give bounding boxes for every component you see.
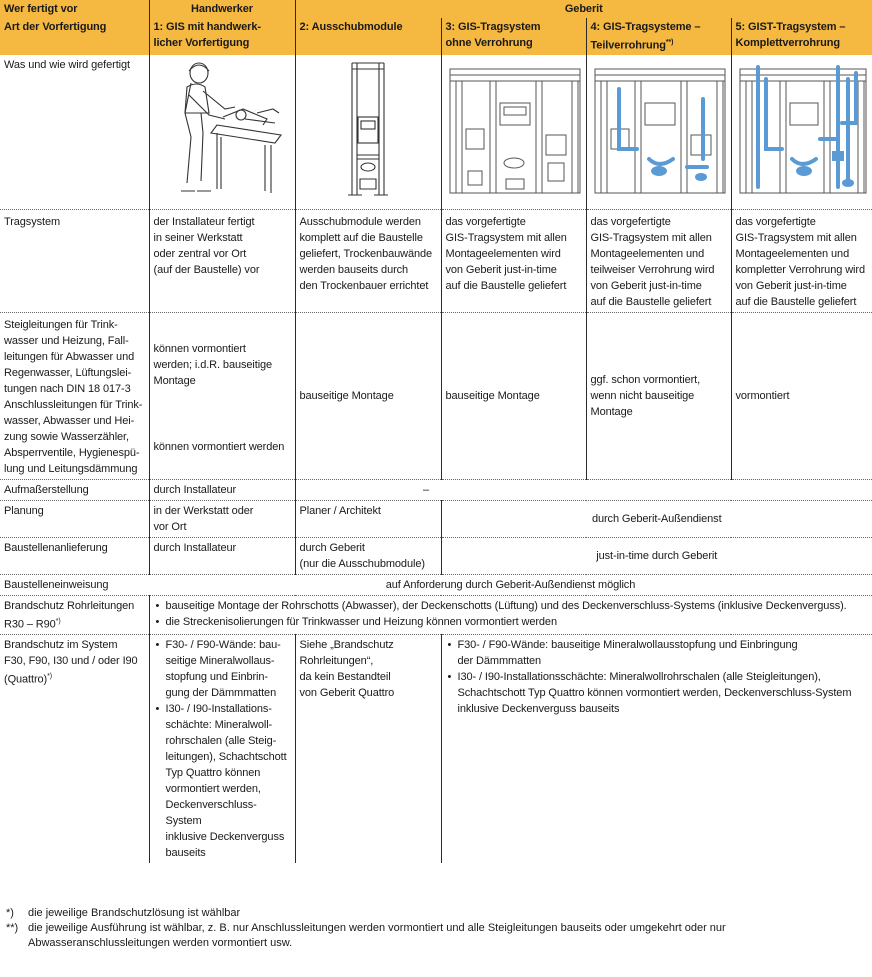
row-brandschutz-rohr-label bbox=[0, 595, 149, 635]
footnote-2-text: die jeweilige Ausführung ist wählbar, z. B. nur Anschlussleitungen werden vormontiert und alle Steigleitungen bauseits oder umgekehrt oder nur Abwasseranschlussleitungen werden vormontiert usw. bbox=[28, 922, 726, 949]
header-col-3: 3: GIS-Tragsystem ohne Verrohrung bbox=[441, 18, 586, 55]
aufmass-col-1: durch Installateur bbox=[149, 479, 295, 500]
brandschutz-rohr-label-text: Brandschutz Rohrleitungen R30 – R90 bbox=[4, 599, 135, 631]
installer-workbench-illustration bbox=[157, 59, 287, 199]
header-col-1: 1: GIS mit handwerk- licher Vorfertigung bbox=[149, 18, 295, 55]
brandschutz-rohr-content bbox=[149, 595, 872, 635]
brandschutz-system-col-345-bullet-2: • I30- / I90-Installationsschächte: Mineralwollrohrschalen (alle Steigleitungen), Schachtschott Typ Quattro können vormontiert werden, Deckenverschluss-System inklusive Deckenverguss bauseits bbox=[458, 669, 869, 717]
header-col-4 bbox=[586, 18, 731, 55]
leitungen-label-anschluss: Anschlussleitungen für Trink- wasser, Abwasser und Hei- zung sowie Wasserzähler, Absperrventile, Hygienespü- lung und Leitungsdämmung bbox=[4, 398, 143, 475]
gis-frame-illustration bbox=[441, 55, 586, 210]
anlieferung-col-345: just-in-time durch Geberit bbox=[441, 537, 872, 574]
gis-tragsystem-illustration bbox=[446, 59, 584, 199]
footnote-1-text: die jeweilige Brandschutzlösung ist wählbar bbox=[28, 907, 241, 919]
row-tragsystem-label: Tragsystem bbox=[0, 209, 149, 312]
gist-komplettverrohrung-illustration bbox=[736, 59, 870, 199]
einweisung-all: auf Anforderung durch Geberit-Außendienst möglich bbox=[149, 574, 872, 595]
header-col-4-sup: **) bbox=[665, 39, 674, 46]
footnote-1-mark: *) bbox=[6, 907, 14, 919]
footnote-1 bbox=[0, 906, 872, 921]
module-illustration bbox=[295, 55, 441, 210]
row-planung-label: Planung bbox=[0, 500, 149, 537]
leitungen-col-4: ggf. schon vormontiert, wenn nicht bauseitige Montage bbox=[586, 312, 731, 479]
row-illustration-label: Was und wie wird gefertigt bbox=[4, 58, 130, 71]
row-anlieferung bbox=[0, 537, 872, 574]
brandschutz-system-label-sup: *) bbox=[47, 673, 52, 681]
header-col-2: 2: Ausschubmodule bbox=[295, 18, 441, 55]
footnote-2-mark: **) bbox=[6, 922, 19, 934]
brandschutz-system-col-345 bbox=[441, 635, 872, 864]
aufmass-col-2: – bbox=[295, 479, 441, 500]
header-col-5: 5: GIST-Tragsystem – Komplettverrohrung bbox=[731, 18, 872, 55]
row-illustration bbox=[0, 55, 872, 210]
row-einweisung-label: Baustelleneinweisung bbox=[0, 574, 149, 595]
brandschutz-rohr-bullet-2: • die Streckenisolierungen für Trinkwasser und Heizung können vormontiert werden bbox=[166, 614, 869, 630]
header-geberit: Geberit bbox=[295, 0, 872, 18]
brandschutz-system-col-1 bbox=[149, 635, 295, 864]
tragsystem-col-5: das vorgefertigte GIS-Tragsystem mit allen Montageelementen und kompletter Verrohrung wird von Geberit just-in-time auf die Baustelle geliefert bbox=[731, 209, 872, 312]
row-aufmass-label: Aufmaßerstellung bbox=[0, 479, 149, 500]
leitungen-col-2: bauseitige Montage bbox=[295, 312, 441, 479]
brandschutz-rohr-bullet-1: • bauseitige Montage der Rohrschotts (Abwasser), der Deckenschotts (Lüftung) und des Deckenverschluss-Systems (inklusive Deckenverguss). bbox=[166, 598, 869, 614]
row-leitungen bbox=[0, 312, 872, 479]
header-art: Art der Vorfertigung bbox=[0, 18, 149, 55]
row-brandschutz-system bbox=[0, 635, 872, 864]
brandschutz-system-col-1-bullet-1: • F30- / F90-Wände: bau- seitige Mineralwollaus- stopfung und Einbrin- gung der Dämmmatten bbox=[166, 637, 291, 701]
header-row-2 bbox=[0, 18, 872, 55]
header-row-1 bbox=[0, 0, 872, 18]
brandschutz-system-col-1-bullet-2: • I30- / I90-Installations- schächte: Mineralwoll- rohrschalen (alle Steig- leitungen), Schachtschott Typ Quattro können vormontiert werden, Deckenverschluss-System inklusive Deckenverguss bauseits bbox=[166, 701, 291, 861]
brandschutz-system-col-2: Siehe „Brandschutz Rohrleitungen“, da kein Bestandteil von Geberit Quattro bbox=[295, 635, 441, 864]
leitungen-col-1-anschluss: können vormontiert werden bbox=[153, 440, 285, 453]
anlieferung-col-2: durch Geberit (nur die Ausschubmodule) bbox=[295, 537, 441, 574]
footnotes bbox=[0, 906, 872, 951]
row-leitungen-label bbox=[0, 312, 149, 479]
gis-teilverrohrung-illustration bbox=[591, 59, 729, 199]
leitungen-col-3: bauseitige Montage bbox=[441, 312, 586, 479]
row-brandschutz-system-label bbox=[0, 635, 149, 864]
leitungen-col-5: vormontiert bbox=[731, 312, 872, 479]
row-anlieferung-label: Baustellenanlieferung bbox=[0, 537, 149, 574]
tragsystem-col-4: das vorgefertigte GIS-Tragsystem mit allen Montageelementen und teilweiser Verrohrung wird von Geberit just-in-time auf die Baustelle geliefert bbox=[586, 209, 731, 312]
footnote-2 bbox=[0, 921, 872, 951]
row-brandschutz-rohr bbox=[0, 595, 872, 635]
row-einweisung bbox=[0, 574, 872, 595]
brandschutz-system-col-1-list bbox=[154, 637, 291, 861]
tragsystem-col-3: das vorgefertigte GIS-Tragsystem mit allen Montageelementen wird von Geberit just-in-time auf die Baustelle geliefert bbox=[441, 209, 586, 312]
anlieferung-col-1: durch Installateur bbox=[149, 537, 295, 574]
ausschubmodul-frame-illustration bbox=[338, 59, 398, 199]
brandschutz-rohr-label-sup: *) bbox=[55, 617, 61, 625]
leitungen-col-1-steig: können vormontiert werden; i.d.R. bauseitige Montage bbox=[153, 342, 273, 387]
brandschutz-system-col-345-bullet-1: • F30- / F90-Wände: bauseitige Mineralwollausstopfung und Einbringung der Dämmmatten bbox=[458, 637, 869, 669]
gis-partial-illustration bbox=[586, 55, 731, 210]
aufmass-col-345 bbox=[441, 479, 872, 500]
row-aufmass bbox=[0, 479, 872, 500]
header-handwerker: Handwerker bbox=[149, 0, 295, 18]
header-who: Wer fertigt vor bbox=[0, 0, 149, 18]
row-tragsystem bbox=[0, 209, 872, 312]
planung-col-345: durch Geberit-Außendienst bbox=[441, 500, 872, 537]
gist-full-illustration bbox=[731, 55, 872, 210]
leitungen-col-1 bbox=[149, 312, 295, 479]
tragsystem-col-1: der Installateur fertigt in seiner Werkstatt oder zentral vor Ort (auf der Baustelle) vor bbox=[149, 209, 295, 312]
planung-col-1: in der Werkstatt oder vor Ort bbox=[149, 500, 295, 537]
brandschutz-system-label-text: Brandschutz im System F30, F90, I30 und / oder I90 (Quattro) bbox=[4, 639, 138, 686]
row-planung bbox=[0, 500, 872, 537]
tragsystem-col-2: Ausschubmodule werden komplett auf die Baustelle geliefert, Trockenbauwände werden bauseits durch den Trockenbauer errichtet bbox=[295, 209, 441, 312]
planung-col-2: Planer / Architekt bbox=[295, 500, 441, 537]
installer-illustration bbox=[149, 55, 295, 210]
brandschutz-system-col-345-list bbox=[446, 637, 869, 717]
leitungen-label-steig: Steigleitungen für Trink- wasser und Heizung, Fall- leitungen für Abwasser und Regenwasser, Lüftungslei- tungen nach DIN 18 017-3 bbox=[4, 318, 135, 395]
brandschutz-rohr-list bbox=[154, 598, 869, 630]
header-col-4-label: 4: GIS-Tragsysteme – Teilverrohrung bbox=[590, 21, 701, 52]
